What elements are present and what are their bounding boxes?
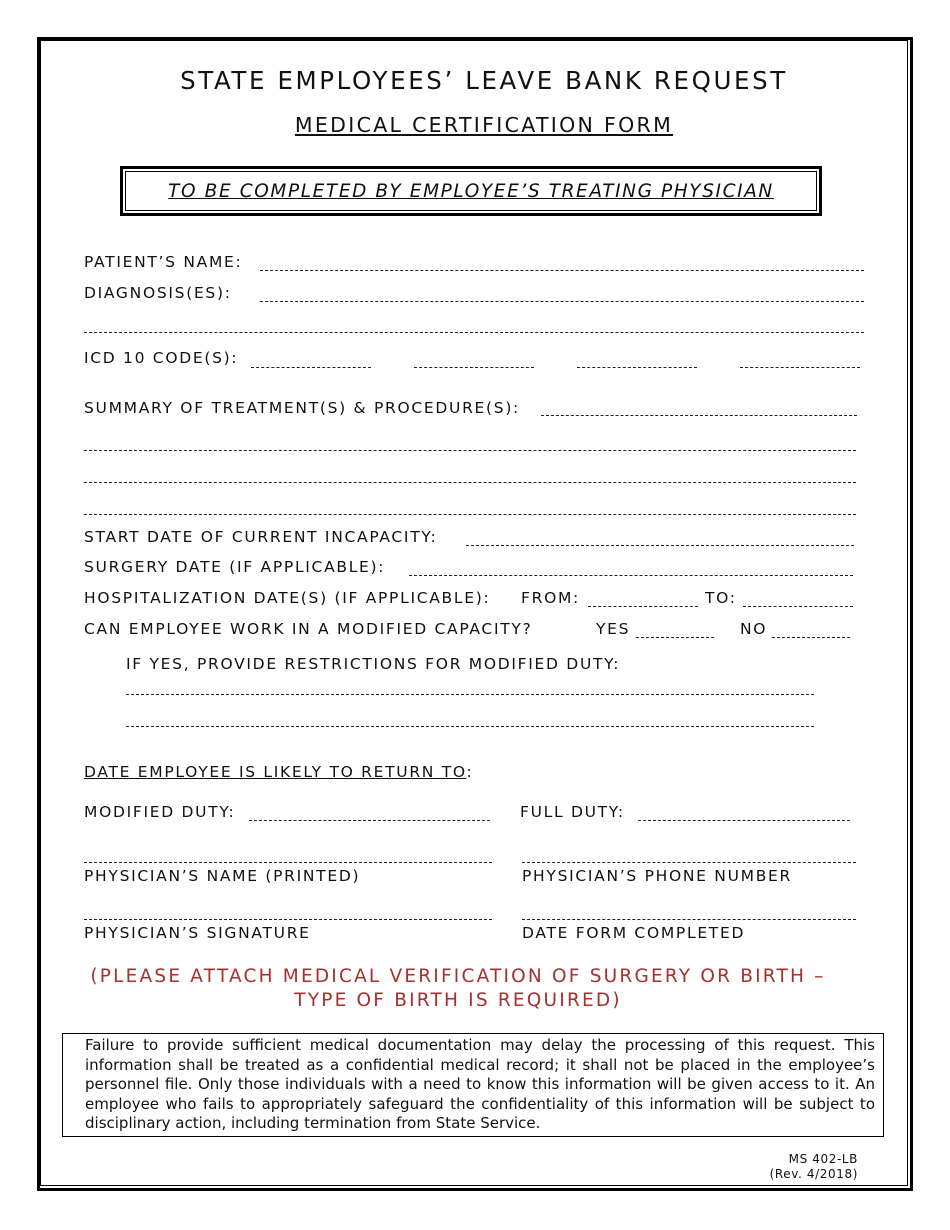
form-title: STATE EMPLOYEES’ LEAVE BANK REQUEST — [180, 66, 788, 95]
restrictions-label: IF YES, PROVIDE RESTRICTIONS FOR MODIFIED DUTY: — [126, 655, 621, 673]
yes-line[interactable] — [636, 637, 714, 638]
start-date-label: START DATE OF CURRENT INCAPACITY: — [84, 528, 438, 546]
physician-name-label: PHYSICIAN’S NAME (PRINTED) — [84, 867, 361, 885]
patient-name-label: PATIENT’S NAME: — [84, 253, 243, 271]
banner-text: TO BE COMPLETED BY EMPLOYEE’S TREATING PHYSICIAN — [168, 180, 774, 202]
diagnoses-label: DIAGNOSIS(ES): — [84, 284, 232, 302]
physician-name-line[interactable] — [84, 862, 492, 863]
modified-duty-line[interactable] — [249, 820, 490, 821]
physician-phone-line[interactable] — [522, 862, 856, 863]
form-number: MS 402-LB — [788, 1152, 858, 1166]
physician-signature-line[interactable] — [84, 919, 492, 920]
attach-note-line-1: (PLEASE ATTACH MEDICAL VERIFICATION OF SURGERY OR BIRTH – — [90, 966, 826, 987]
banner-box — [120, 166, 822, 216]
start-date-line[interactable] — [466, 545, 854, 546]
banner-inner-box — [125, 171, 817, 211]
attach-note-line-2: TYPE OF BIRTH IS REQUIRED) — [294, 990, 622, 1011]
summary-line-3[interactable] — [84, 482, 856, 483]
restrictions-line-2[interactable] — [126, 726, 814, 727]
no-line[interactable] — [772, 637, 850, 638]
summary-line-1[interactable] — [541, 415, 857, 416]
icd-code-line-3[interactable] — [577, 367, 697, 368]
physician-signature-label: PHYSICIAN’S SIGNATURE — [84, 924, 311, 942]
to-date-line[interactable] — [743, 606, 853, 607]
surgery-date-line[interactable] — [409, 575, 853, 576]
modified-capacity-label: CAN EMPLOYEE WORK IN A MODIFIED CAPACITY? — [84, 620, 533, 638]
icd-code-line-4[interactable] — [740, 367, 860, 368]
form-subtitle: MEDICAL CERTIFICATION FORM — [294, 113, 674, 137]
physician-phone-label: PHYSICIAN’S PHONE NUMBER — [522, 867, 792, 885]
full-duty-line[interactable] — [638, 820, 850, 821]
no-label: NO — [740, 620, 768, 638]
yes-label: YES — [596, 620, 631, 638]
hospitalization-label: HOSPITALIZATION DATE(S) (IF APPLICABLE): — [84, 589, 491, 607]
summary-line-4[interactable] — [84, 514, 856, 515]
diagnoses-line-1[interactable] — [260, 301, 864, 302]
restrictions-line-1[interactable] — [126, 694, 814, 695]
modified-duty-label: MODIFIED DUTY: — [84, 803, 236, 821]
patient-name-line[interactable] — [260, 270, 864, 271]
diagnoses-line-2[interactable] — [84, 332, 864, 333]
return-heading-colon: : — [466, 763, 474, 781]
icd-codes-label: ICD 10 CODE(S): — [84, 349, 239, 367]
revision-date: (Rev. 4/2018) — [769, 1167, 858, 1181]
full-duty-label: FULL DUTY: — [520, 803, 625, 821]
return-heading-text: DATE EMPLOYEE IS LIKELY TO RETURN TO — [84, 763, 467, 781]
return-heading — [84, 763, 473, 781]
date-completed-label: DATE FORM COMPLETED — [522, 924, 746, 942]
confidentiality-notice: Failure to provide sufficient medical documentation may delay the processing of this request. This information shall be treated as a confidential medical record; it shall not be placed in the employee’s personnel file. Only those individuals with a need to know this information will be given access to it. An employee who fails to appropriately safeguard the confidentiality of this information will be subject to disciplinary action, including termination from State Service. — [62, 1033, 884, 1137]
surgery-date-label: SURGERY DATE (IF APPLICABLE): — [84, 558, 386, 576]
summary-label: SUMMARY OF TREATMENT(S) & PROCEDURE(S): — [84, 399, 520, 417]
summary-line-2[interactable] — [84, 450, 856, 451]
from-date-line[interactable] — [588, 606, 698, 607]
to-label: TO: — [705, 589, 737, 607]
icd-code-line-2[interactable] — [414, 367, 534, 368]
icd-code-line-1[interactable] — [251, 367, 371, 368]
from-label: FROM: — [521, 589, 580, 607]
date-completed-line[interactable] — [522, 919, 856, 920]
